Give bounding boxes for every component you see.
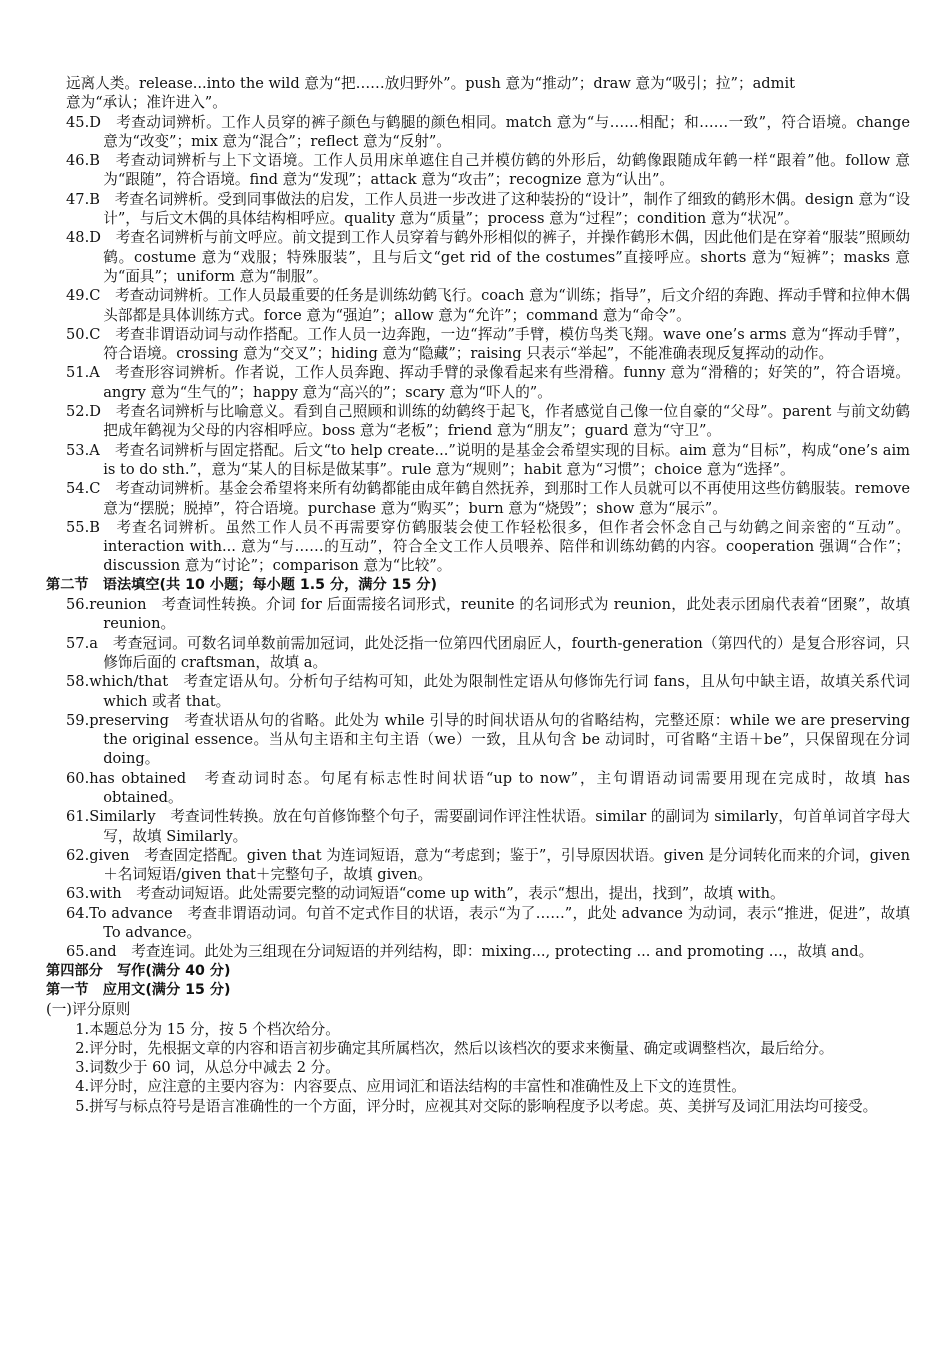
answer-item: 60.has obtained 考查动词时态。句尾有标志性时间状语“up to now”，主句谓语动词需要用现在完成时，故填 has obtained。 [66, 769, 910, 806]
scoring-rule: 2.评分时，先根据文章的内容和语言初步确定其所属档次，然后以该档次的要求来衡量、确定或调整档次，最后给分。 [75, 1039, 834, 1057]
answer-item: 49.C 考查动词辨析。工作人员最重要的任务是训练幼鹤飞行。coach 意为“训练；指导”，后文介绍的奔跑、挥动手臂和拉伸木偶头部都是具体训练方式。force 意为“强迫”；allow 意为“允许”；command 意为“命令”。 [66, 287, 910, 324]
answer-item: 51.A 考查形容词辨析。作者说，工作人员奔跑、挥动手臂的录像看起来有些滑稽。funny 意为“滑稽的；好笑的”，符合语境。angry 意为“生气的”；happy 意为“高兴的”；scary 意为“吓人的”。 [66, 364, 910, 401]
grammar-answers [66, 595, 910, 962]
answer-item: 55.B 考查名词辨析。虽然工作人员不再需要穿仿鹤服装会使工作轻松很多，但作者会怀念自己与幼鹤之间亲密的“互动”。interaction with... 意为“与……的互动”，符合全文工作人员喂养、陪伴和训练幼鹤的内容。cooperation 强调“合作”；discussion 意为“讨论”；comparison 意为“比较”。 [66, 518, 910, 575]
answer-item: 46.B 考查动词辨析与上下文语境。工作人员用床单遮住自己并模仿鹤的外形后，幼鹤像跟随成年鹤一样“跟着”他。follow 意为“跟随”，符合语境。find 意为“发现”；attack 意为“攻击”；recognize 意为“认出”。 [66, 152, 910, 189]
scoring-principles-heading: (一)评分原则 [46, 1001, 131, 1019]
intro-continuation [66, 74, 910, 113]
answer-item: 64.To advance 考查非谓语动词。句首不定式作目的状语，表示“为了……”，此处 advance 为动词，表示“推进，促进”，故填 To advance。 [66, 904, 910, 942]
scoring-rule: 3.词数少于 60 词，从总分中减去 2 分。 [75, 1059, 340, 1077]
answer-item: 63.with 考查动词短语。此处需要完整的动词短语“come up with”，表示“想出，提出，找到”，故填 with。 [66, 885, 785, 903]
vocabulary-answers [66, 113, 910, 576]
text-line: 意为“承认；准许进入”。 [66, 94, 227, 112]
answer-key-page [46, 74, 910, 1116]
part-heading-writing: 第四部分 写作(满分 40 分) [46, 962, 231, 979]
answer-item: 45.D 考查动词辨析。工作人员穿的裤子颜色与鹤腿的颜色相同。match 意为“与……相配；和……一致”，符合语境。change 意为“改变”；mix 意为“混合”；reflect 意为“反射”。 [66, 113, 910, 150]
text-line: 远离人类。release...into the wild 意为“把……放归野外”。push 意为“推动”；draw 意为“吸引；拉”；admit [66, 75, 795, 92]
scoring-rule: 4.评分时，应注意的主要内容为：内容要点、应用词汇和语法结构的丰富性和准确性及上下文的连贯性。 [75, 1078, 746, 1096]
answer-item: 57.a 考查冠词。可数名词单数前需加冠词，此处泛指一位第四代团扇匠人，fourth-generation（第四代的）是复合形容词，只修饰后面的 craftsman，故填 a。 [66, 634, 910, 671]
answer-item: 50.C 考查非谓语动词与动作搭配。工作人员一边奔跑，一边“挥动”手臂，模仿鸟类飞翔。wave one’s arms 意为“挥动手臂”，符合语境。crossing 意为“交叉”；hiding 意为“隐藏”；raising 只表示“举起”，不能准确表现反复挥动的动作。 [66, 325, 910, 363]
section-heading-grammar: 第二节 语法填空(共 10 小题；每小题 1.5 分，满分 15 分) [46, 576, 437, 593]
answer-item: 48.D 考查名词辨析与前文呼应。前文提到工作人员穿着与鹤外形相似的裤子，并操作鹤形木偶，因此他们是在穿着“服装”照顾幼鹤。costume 意为“戏服；特殊服装”，且与后文“get rid of the costumes”直接呼应。shorts 意为“短裤”；masks 意为“面具”；uniform 意为“制服”。 [66, 229, 910, 285]
section-heading-application: 第一节 应用文(满分 15 分) [46, 981, 231, 998]
answer-item: 61.Similarly 考查词性转换。放在句首修饰整个句子，需要副词作评注性状语。similar 的副词为 similarly，句首单词首字母大写，故填 Similarly。 [66, 808, 910, 845]
answer-item: 53.A 考查名词辨析与固定搭配。后文“to help create...”说明的是基金会希望实现的目标。aim 意为“目标”，构成“one’s aim is to do sth.”，意为“某人的目标是做某事”。rule 意为“规则”；habit 意为“习惯”；choice 意为“选择”。 [66, 441, 910, 478]
answer-item: 59.preserving 考查状语从句的省略。此处为 while 引导的时间状语从句的省略结构，完整还原：while we are preserving the original essence。当从句主语和主句主语（we）一致，且从句含 be 动词时，可省略“主语＋be”，只保留现在分词 doing。 [66, 711, 910, 768]
answer-item: 56.reunion 考查词性转换。介词 for 后面需接名词形式，reunite 的名词形式为 reunion，此处表示团扇代表着“团聚”，故填 reunion。 [66, 596, 910, 633]
scoring-rule: 5.拼写与标点符号是语言准确性的一个方面，评分时，应视其对交际的影响程度予以考虑。英、美拼写及词汇用法均可接受。 [75, 1097, 878, 1115]
scoring-rule: 1.本题总分为 15 分，按 5 个档次给分。 [75, 1020, 340, 1038]
answer-item: 62.given 考查固定搭配。given that 为连词短语，意为“考虑到；鉴于”，引导原因状语。given 是分词转化而来的介词，given＋名词短语/given that＋完整句子，故填 given。 [66, 846, 910, 884]
answer-item: 65.and 考查连词。此处为三组现在分词短语的并列结构，即：mixing..., protecting ... and promoting ...，故填 and。 [66, 943, 874, 961]
answer-item: 58.which/that 考查定语从句。分析句子结构可知，此处为限制性定语从句修饰先行词 fans，且从句中缺主语，故填关系代词 which 或者 that。 [66, 673, 910, 710]
scoring-rules [66, 1020, 910, 1116]
answer-item: 54.C 考查动词辨析。基金会希望将来所有幼鹤都能由成年鹤自然抚养，到那时工作人员就可以不再使用这些仿鹤服装。remove 意为“摆脱；脱掉”，符合语境。purchase 意为“购买”；burn 意为“烧毁”；show 意为“展示”。 [66, 480, 910, 517]
answer-item: 47.B 考查名词辨析。受到同事做法的启发，工作人员进一步改进了这种装扮的“设计”，制作了细致的鹤形木偶。design 意为“设计”，与后文木偶的具体结构相呼应。quality 意为“质量”；process 意为“过程”；condition 意为“状况”。 [66, 190, 910, 228]
answer-item: 52.D 考查名词辨析与比喻意义。看到自己照顾和训练的幼鹤终于起飞，作者感觉自己像一位自豪的“父母”。parent 与前文幼鹤把成年鹤视为父母的内容相呼应。boss 意为“老板”；friend 意为“朋友”；guard 意为“守卫”。 [66, 403, 910, 440]
